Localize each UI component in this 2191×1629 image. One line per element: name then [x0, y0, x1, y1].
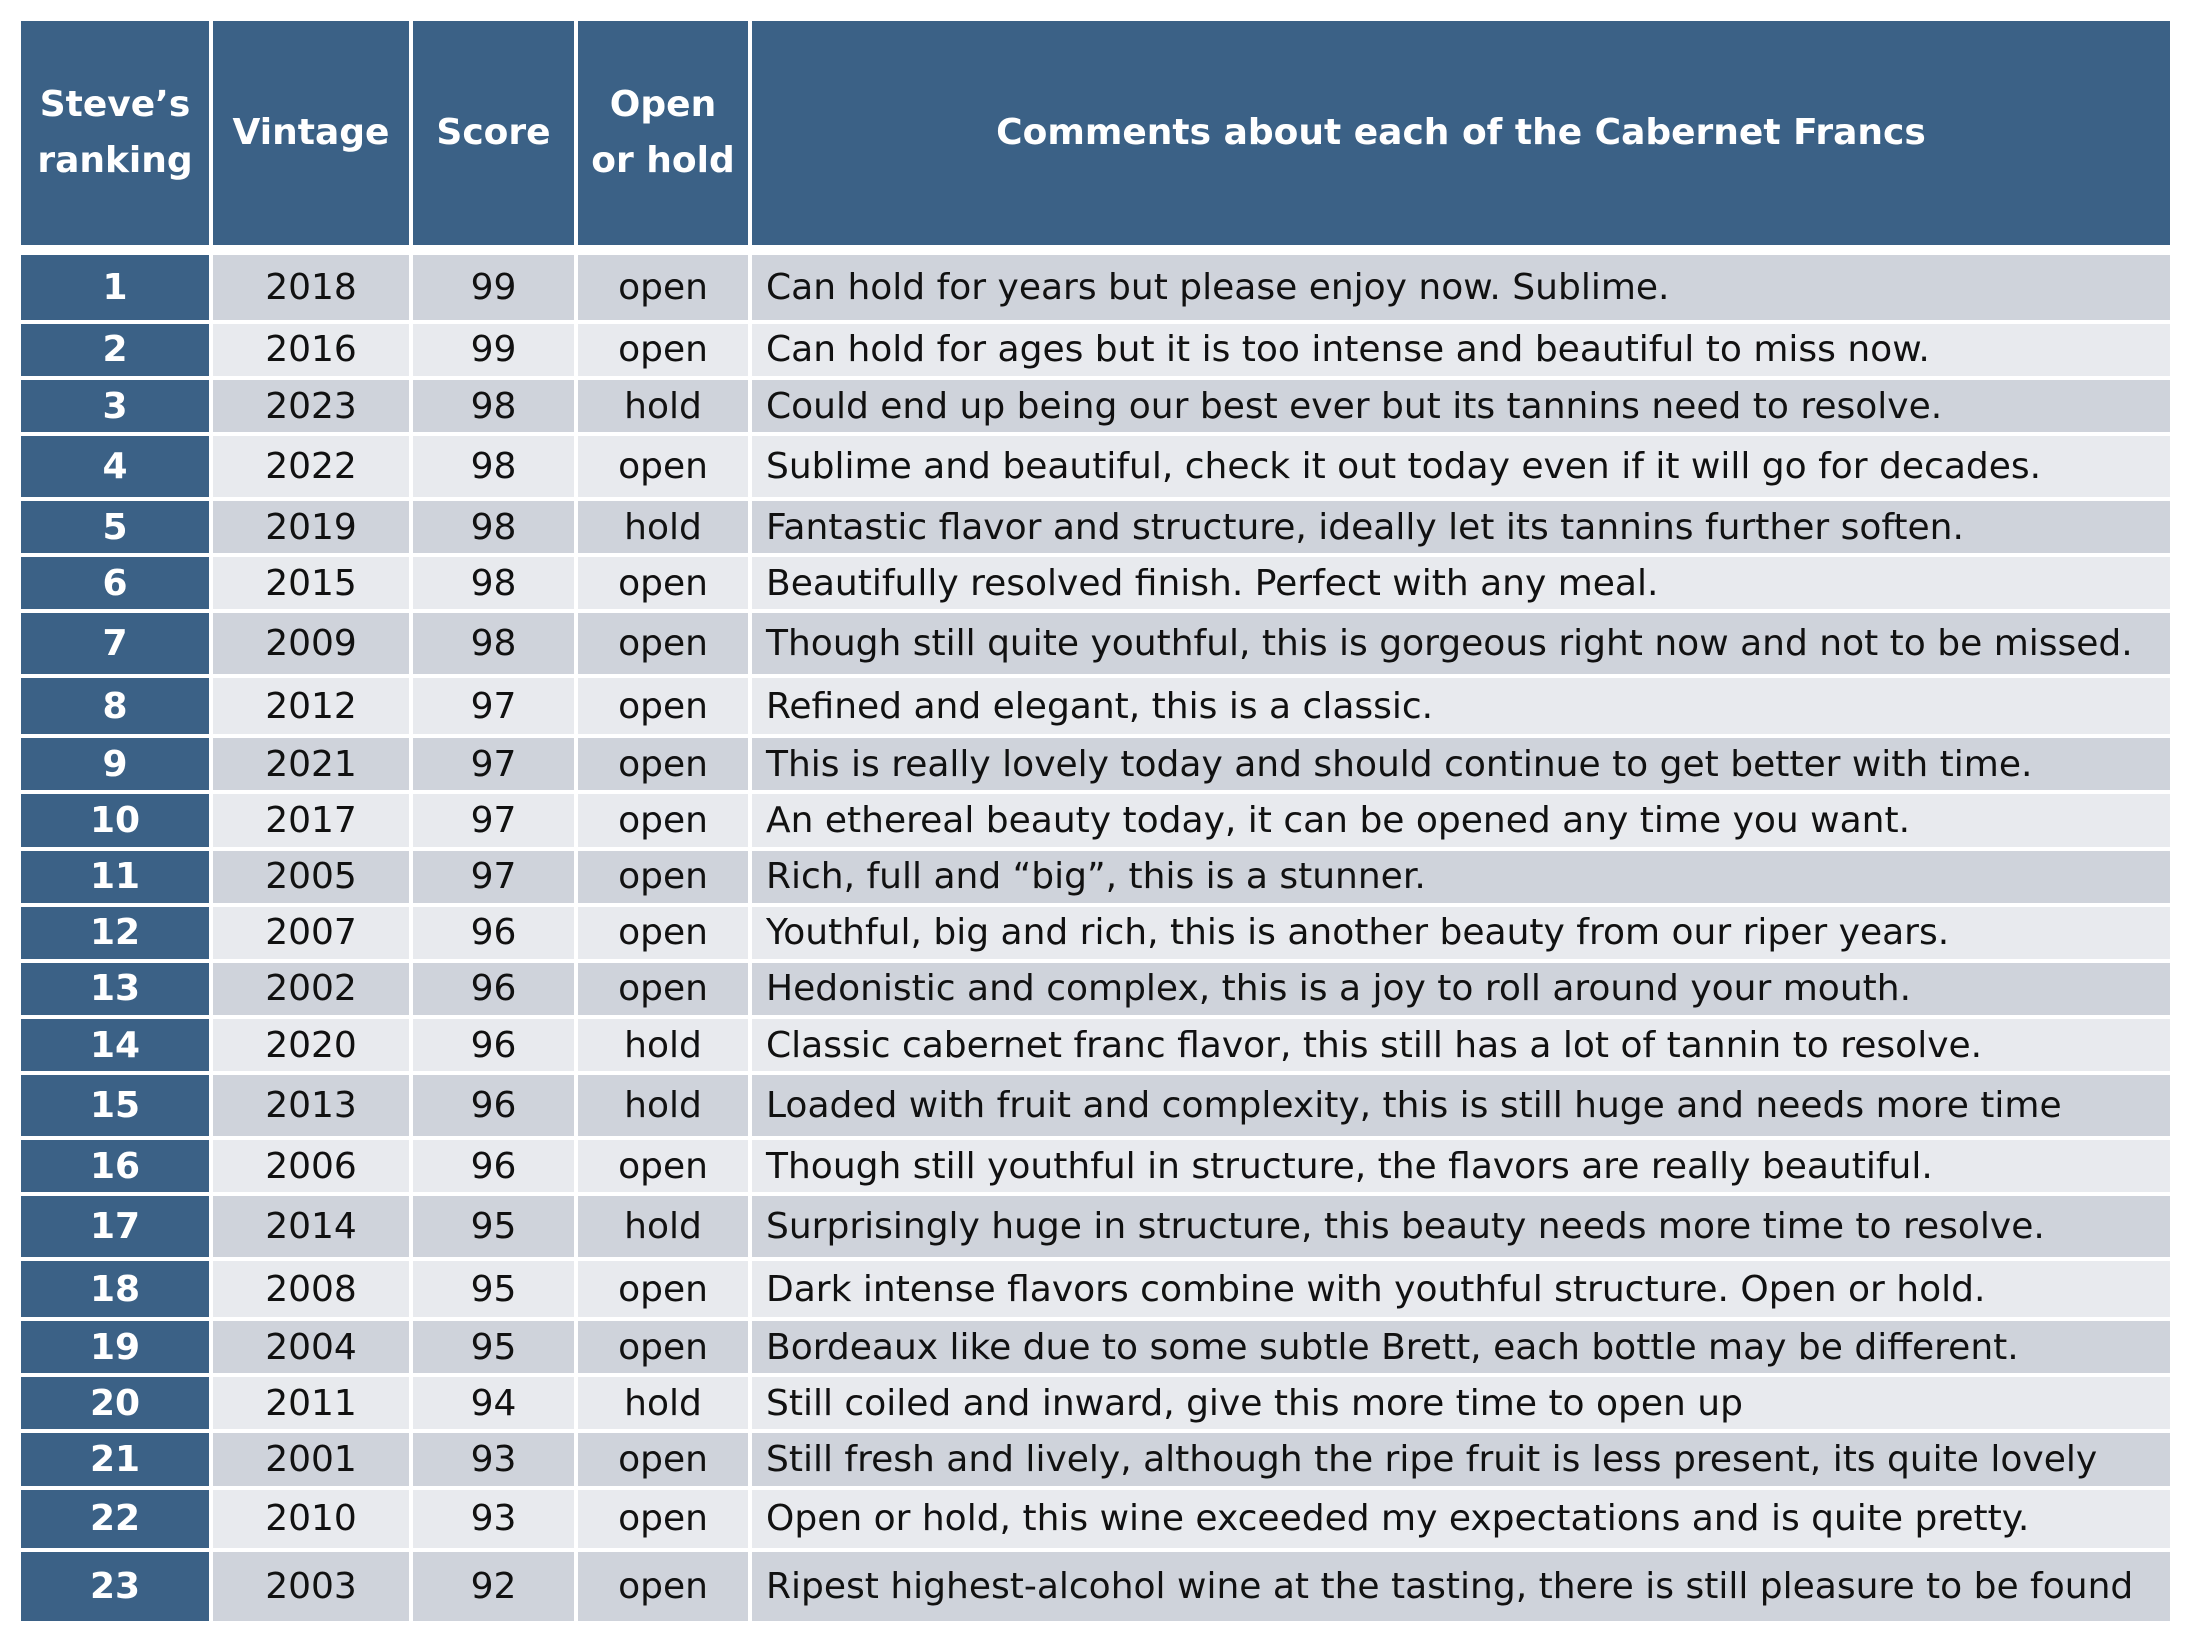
table-row	[21, 324, 2170, 376]
comment-cell: Youthful, big and rich, this is another beauty from our riper years.	[752, 907, 2170, 959]
score-cell: 96	[413, 963, 574, 1015]
open-or-hold-cell: open	[578, 851, 748, 903]
rank-cell: 17	[21, 1196, 209, 1257]
wine-ranking-table	[17, 17, 2174, 1625]
rank-cell: 1	[21, 255, 209, 320]
score-cell: 98	[413, 436, 574, 497]
comment-cell: Classic cabernet franc flavor, this still has a lot of tannin to resolve.	[752, 1019, 2170, 1071]
rank-cell: 10	[21, 794, 209, 846]
table-row	[21, 1552, 2170, 1621]
table-row	[21, 963, 2170, 1015]
comment-cell: Bordeaux like due to some subtle Brett, each bottle may be different.	[752, 1321, 2170, 1373]
open-or-hold-cell: open	[578, 613, 748, 674]
comment-cell: An ethereal beauty today, it can be opened any time you want.	[752, 794, 2170, 846]
comment-cell: Could end up being our best ever but its tannins need to resolve.	[752, 380, 2170, 432]
comment-cell: Beautifully resolved finish. Perfect with any meal.	[752, 557, 2170, 609]
score-cell: 98	[413, 613, 574, 674]
open-or-hold-cell: hold	[578, 1196, 748, 1257]
score-cell: 97	[413, 851, 574, 903]
comment-cell: Though still youthful in structure, the flavors are really beautiful.	[752, 1140, 2170, 1192]
open-or-hold-cell: hold	[578, 1019, 748, 1071]
table-row	[21, 1196, 2170, 1257]
vintage-cell: 2016	[213, 324, 409, 376]
open-or-hold-cell: open	[578, 963, 748, 1015]
header-score-label: Score	[436, 112, 551, 153]
vintage-cell: 2020	[213, 1019, 409, 1071]
table-row	[21, 1019, 2170, 1071]
score-cell: 99	[413, 255, 574, 320]
header-open-line2: or hold	[591, 140, 735, 181]
rank-cell: 23	[21, 1552, 209, 1621]
vintage-cell: 2004	[213, 1321, 409, 1373]
vintage-cell: 2022	[213, 436, 409, 497]
rank-cell: 6	[21, 557, 209, 609]
vintage-cell: 2001	[213, 1433, 409, 1485]
score-cell: 93	[413, 1490, 574, 1548]
score-cell: 98	[413, 380, 574, 432]
vintage-cell: 2008	[213, 1261, 409, 1317]
score-cell: 95	[413, 1321, 574, 1373]
open-or-hold-cell: open	[578, 1490, 748, 1548]
vintage-cell: 2006	[213, 1140, 409, 1192]
table-body	[21, 255, 2170, 1621]
header-ranking	[21, 21, 209, 245]
table-row	[21, 794, 2170, 846]
table-row	[21, 255, 2170, 320]
table-row	[21, 1433, 2170, 1485]
rank-cell: 18	[21, 1261, 209, 1317]
open-or-hold-cell: open	[578, 738, 748, 790]
open-or-hold-cell: open	[578, 1552, 748, 1621]
comment-cell: Ripest highest-alcohol wine at the tasting, there is still pleasure to be found	[752, 1552, 2170, 1621]
open-or-hold-cell: open	[578, 1140, 748, 1192]
header-row	[21, 21, 2170, 245]
rank-cell: 3	[21, 380, 209, 432]
open-or-hold-cell: open	[578, 557, 748, 609]
rank-cell: 16	[21, 1140, 209, 1192]
open-or-hold-cell: open	[578, 678, 748, 734]
comment-cell: Sublime and beautiful, check it out today even if it will go for decades.	[752, 436, 2170, 497]
comment-cell: Hedonistic and complex, this is a joy to roll around your mouth.	[752, 963, 2170, 1015]
vintage-cell: 2019	[213, 501, 409, 553]
open-or-hold-cell: open	[578, 324, 748, 376]
open-or-hold-cell: hold	[578, 501, 748, 553]
score-cell: 98	[413, 501, 574, 553]
score-cell: 96	[413, 1140, 574, 1192]
table-row	[21, 501, 2170, 553]
vintage-cell: 2018	[213, 255, 409, 320]
vintage-cell: 2015	[213, 557, 409, 609]
score-cell: 96	[413, 1019, 574, 1071]
comment-cell: Still coiled and inward, give this more time to open up	[752, 1377, 2170, 1429]
vintage-cell: 2021	[213, 738, 409, 790]
rank-cell: 8	[21, 678, 209, 734]
table-row	[21, 1321, 2170, 1373]
table-row	[21, 851, 2170, 903]
score-cell: 98	[413, 557, 574, 609]
comment-cell: Refined and elegant, this is a classic.	[752, 678, 2170, 734]
score-cell: 97	[413, 678, 574, 734]
rank-cell: 22	[21, 1490, 209, 1548]
vintage-cell: 2009	[213, 613, 409, 674]
table-row	[21, 1140, 2170, 1192]
rank-cell: 2	[21, 324, 209, 376]
comment-cell: Surprisingly huge in structure, this beauty needs more time to resolve.	[752, 1196, 2170, 1257]
vintage-cell: 2005	[213, 851, 409, 903]
vintage-cell: 2010	[213, 1490, 409, 1548]
table-row	[21, 613, 2170, 674]
table-row	[21, 738, 2170, 790]
open-or-hold-cell: open	[578, 794, 748, 846]
table-row	[21, 1261, 2170, 1317]
vintage-cell: 2007	[213, 907, 409, 959]
comment-cell: Still fresh and lively, although the ripe fruit is less present, its quite lovely	[752, 1433, 2170, 1485]
open-or-hold-cell: open	[578, 907, 748, 959]
comment-cell: Open or hold, this wine exceeded my expectations and is quite pretty.	[752, 1490, 2170, 1548]
rank-cell: 13	[21, 963, 209, 1015]
table-row	[21, 1490, 2170, 1548]
rank-cell: 21	[21, 1433, 209, 1485]
open-or-hold-cell: hold	[578, 1377, 748, 1429]
vintage-cell: 2012	[213, 678, 409, 734]
header-vintage	[213, 21, 409, 245]
rank-cell: 9	[21, 738, 209, 790]
table-row	[21, 436, 2170, 497]
header-comments-label: Comments about each of the Cabernet Francs	[996, 112, 1926, 153]
table-row	[21, 557, 2170, 609]
header-open-or-hold	[578, 21, 748, 245]
open-or-hold-cell: hold	[578, 380, 748, 432]
rank-cell: 4	[21, 436, 209, 497]
vintage-cell: 2011	[213, 1377, 409, 1429]
score-cell: 97	[413, 794, 574, 846]
header-vintage-label: Vintage	[232, 112, 390, 153]
rank-cell: 19	[21, 1321, 209, 1373]
comment-cell: Fantastic flavor and structure, ideally let its tannins further soften.	[752, 501, 2170, 553]
vintage-cell: 2017	[213, 794, 409, 846]
rank-cell: 20	[21, 1377, 209, 1429]
rank-cell: 11	[21, 851, 209, 903]
open-or-hold-cell: open	[578, 255, 748, 320]
open-or-hold-cell: hold	[578, 1075, 748, 1136]
table-row	[21, 678, 2170, 734]
rank-cell: 14	[21, 1019, 209, 1071]
vintage-cell: 2002	[213, 963, 409, 1015]
score-cell: 97	[413, 738, 574, 790]
header-ranking-line2: ranking	[37, 140, 193, 181]
rank-cell: 7	[21, 613, 209, 674]
comment-cell: Can hold for ages but it is too intense and beautiful to miss now.	[752, 324, 2170, 376]
table-row	[21, 1075, 2170, 1136]
header-score	[413, 21, 574, 245]
comment-cell: Rich, full and “big”, this is a stunner.	[752, 851, 2170, 903]
comment-cell: This is really lovely today and should continue to get better with time.	[752, 738, 2170, 790]
comment-cell: Though still quite youthful, this is gorgeous right now and not to be missed.	[752, 613, 2170, 674]
score-cell: 92	[413, 1552, 574, 1621]
score-cell: 96	[413, 1075, 574, 1136]
rank-cell: 5	[21, 501, 209, 553]
score-cell: 96	[413, 907, 574, 959]
score-cell: 95	[413, 1196, 574, 1257]
table-header	[21, 21, 2170, 251]
header-comments	[752, 21, 2170, 245]
vintage-cell: 2013	[213, 1075, 409, 1136]
open-or-hold-cell: open	[578, 1321, 748, 1373]
score-cell: 99	[413, 324, 574, 376]
table-row	[21, 1377, 2170, 1429]
vintage-cell: 2014	[213, 1196, 409, 1257]
table-row	[21, 380, 2170, 432]
vintage-cell: 2003	[213, 1552, 409, 1621]
header-spacer-cell	[21, 249, 2170, 251]
header-ranking-line1: Steve’s	[39, 84, 191, 125]
header-open-line1: Open	[609, 84, 717, 125]
score-cell: 95	[413, 1261, 574, 1317]
open-or-hold-cell: open	[578, 1261, 748, 1317]
open-or-hold-cell: open	[578, 1433, 748, 1485]
score-cell: 93	[413, 1433, 574, 1485]
header-spacer	[21, 249, 2170, 251]
rank-cell: 12	[21, 907, 209, 959]
score-cell: 94	[413, 1377, 574, 1429]
vintage-cell: 2023	[213, 380, 409, 432]
table-row	[21, 907, 2170, 959]
rank-cell: 15	[21, 1075, 209, 1136]
comment-cell: Dark intense flavors combine with youthful structure. Open or hold.	[752, 1261, 2170, 1317]
open-or-hold-cell: open	[578, 436, 748, 497]
comment-cell: Can hold for years but please enjoy now. Sublime.	[752, 255, 2170, 320]
comment-cell: Loaded with fruit and complexity, this is still huge and needs more time	[752, 1075, 2170, 1136]
